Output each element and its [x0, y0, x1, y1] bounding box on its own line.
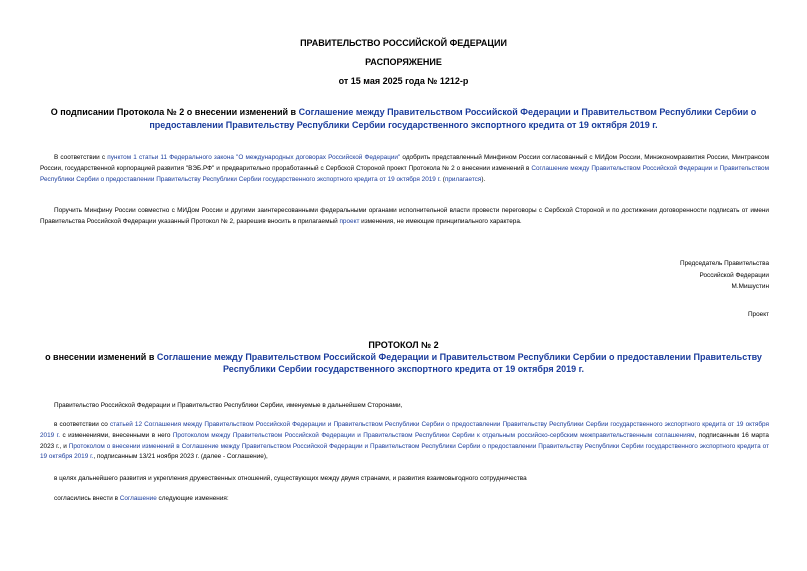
pp2-text-b: с изменениями, внесенными в него [60, 431, 173, 439]
agreement-short-link[interactable]: Соглашение [119, 495, 157, 502]
p1-text-a: В соответствии с [54, 154, 108, 161]
p2-text-a: Поручить Минфину России совместно с МИДом России и другими заинтересованными федеральными органами исполнительной власти провести переговоры с Сербской Стороной и по достижении договоренности подписать от имени Правительства Российской Федерации указанный Протокол № 2, разрешив вносить в прилагаемый [40, 207, 769, 225]
signature-name: М.Мишустин [731, 283, 769, 291]
document-type: РАСПОРЯЖЕНИЕ [365, 57, 442, 67]
p1-text-c: ( [440, 175, 445, 183]
order-paragraph-2 [40, 206, 769, 228]
p2-text-b: изменения, не имеющие принципиального характера. [359, 217, 522, 225]
pp2-text-a: в соответствии со [54, 421, 110, 428]
protocol-heading: ПРОТОКОЛ № 2 [368, 340, 439, 350]
pp2-text-d: , подписанным 13/21 ноября 2023 г. (далее - Соглашение), [93, 453, 268, 461]
protocol-paragraph-3: в целях дальнейшего развития и укрепления дружественных отношений, существующих между двумя странами, и развития взаимовыгодного сотрудничества [54, 475, 527, 482]
p1-text-b: одобрить представленный Минфином России согласованный с МИДом России, Минэкономразвития России, Минтрансом России, государственной корпорацией развития "ВЭБ.РФ" и предварительно проработанный с Сербской Стороной проект Протокола № 2 о внесении изменений в [40, 154, 770, 172]
order-title-prefix: О подписании Протокола № 2 о внесении изменений в [50, 107, 299, 117]
pp4-text-b: следующие изменения: [156, 495, 229, 502]
order-paragraph-1 [40, 153, 769, 185]
signature-block [600, 258, 769, 293]
signature-position: Председатель Правительства [680, 260, 769, 267]
pp2-text-c: , подписанным 16 марта 2023 г., и [40, 431, 769, 450]
authority-heading: ПРАВИТЕЛЬСТВО РОССИЙСКОЙ ФЕДЕРАЦИИ [300, 38, 507, 48]
order-date-number: от 15 мая 2025 года № 1212-р [338, 76, 469, 86]
protocol-2023-link[interactable]: Протоколом между Правительством Российской Федерации и Правительством Республики Сербии к отдельным российско-сербским межправительственным соглашениям [172, 431, 695, 439]
protocol-agreement-link[interactable]: Соглашение между Правительством Российской Федерации и Правительством Республики Сербии о предоставлении Правительству Республики Сербии государственного экспортного кредита от 19 октября 2019 г. [156, 352, 762, 374]
article-12-link[interactable]: статьей 12 Соглашения между Правительством Российской Федерации и Правительством Республики Сербии о предоставлении Правительству Республики Сербии государственного экспортного кредита от 19 октября 2019 г. [40, 421, 769, 439]
pp4-text-a: согласились внести в [54, 495, 120, 502]
amendment-protocol-link[interactable]: Протоколом о внесении изменений в Соглашение между Правительством Российской Федерации и Правительством Республики Сербии о предоставлении Правительству Республики Сербии государственного экспортного кредита от 19 октября 2019 г. [40, 442, 769, 461]
draft-link[interactable]: проект [339, 217, 360, 225]
protocol-paragraph-4 [54, 494, 769, 505]
agreement-link-2[interactable]: Соглашение между Правительством Российской Федерации и Правительством Республики Сербии о предоставлении Правительству Республики Сербии государственного экспортного кредита от 19 октября 2019 г. [40, 164, 769, 183]
agreement-link[interactable]: Соглашение между Правительством Российской Федерации и Правительством Республики Сербии о предоставлении Правительству Республики Сербии государственного экспортного кредита от 19 октября 2019 г. [149, 107, 757, 130]
draft-label: Проект [747, 311, 769, 318]
attachment-link[interactable]: прилагается [444, 175, 482, 183]
protocol-paragraph-2 [40, 420, 769, 463]
p1-text-d: ). [481, 175, 486, 183]
protocol-subtitle [28, 352, 779, 375]
signature-organization: Российской Федерации [699, 271, 769, 279]
federal-law-link[interactable]: пунктом 1 статьи 11 Федерального закона "О международных договорах Российской Федерации" [107, 154, 401, 161]
order-title [48, 106, 759, 131]
protocol-subtitle-prefix: о внесении изменений в [45, 352, 157, 362]
protocol-paragraph-1: Правительство Российской Федерации и Правительство Республики Сербии, именуемые в дальнейшем Сторонами, [54, 402, 403, 409]
